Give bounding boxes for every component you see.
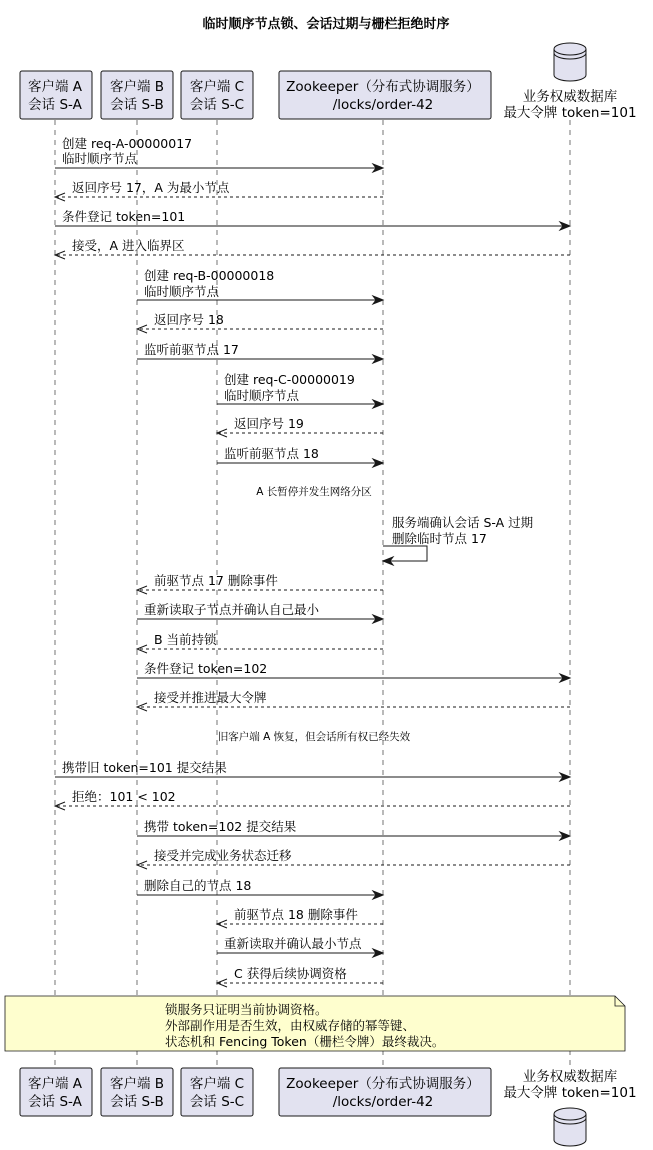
message-label: 创建 req-A-00000017 bbox=[62, 136, 193, 151]
participant-c-bottom bbox=[181, 1068, 253, 1116]
events bbox=[55, 136, 570, 987]
message-label: 接受并完成业务状态迁移 bbox=[154, 848, 292, 863]
database-icon bbox=[554, 1108, 586, 1146]
message-b-to-zk bbox=[137, 878, 383, 899]
participant-label: 客户端 A bbox=[27, 1076, 83, 1092]
participant-label: 最大令牌 token=101 bbox=[503, 1085, 637, 1101]
participant-label: 会话 S-A bbox=[28, 1094, 82, 1110]
message-label: 监听前驱节点 18 bbox=[224, 446, 319, 461]
message-zk-to-c bbox=[217, 907, 383, 928]
participant-label: 客户端 A bbox=[27, 79, 83, 95]
message-zk-to-a bbox=[55, 180, 383, 201]
participant-label: 客户端 C bbox=[189, 1076, 245, 1092]
message-label: 携带旧 token=101 提交结果 bbox=[62, 760, 227, 775]
message-zk-to-c bbox=[217, 966, 383, 987]
message-label: 前驱节点 17 删除事件 bbox=[154, 573, 278, 588]
participant-label: /locks/order-42 bbox=[332, 1094, 434, 1110]
participant-a-top bbox=[20, 71, 92, 119]
message-db-to-b bbox=[137, 690, 570, 711]
message-label: 返回序号 17，A 为最小节点 bbox=[72, 180, 230, 195]
participants-bottom bbox=[20, 1068, 637, 1146]
participant-label: /locks/order-42 bbox=[332, 97, 434, 113]
participant-label: 最大令牌 token=101 bbox=[503, 105, 637, 121]
participants-top bbox=[20, 43, 637, 121]
participant-label: 客户端 C bbox=[189, 79, 245, 95]
message-c-to-zk bbox=[217, 446, 383, 467]
message-b-to-zk bbox=[137, 602, 383, 623]
message-db-to-b bbox=[137, 848, 570, 869]
participant-label: 业务权威数据库 bbox=[522, 89, 618, 105]
message-label: 携带 token=102 提交结果 bbox=[144, 819, 297, 834]
message-label: 接受并推进最大令牌 bbox=[154, 690, 267, 705]
participant-label: 客户端 B bbox=[109, 1076, 165, 1092]
message-label: 重新读取子节点并确认自己最小 bbox=[144, 602, 320, 617]
message-label: 创建 req-C-00000019 bbox=[224, 372, 355, 387]
participant-label: 会话 S-B bbox=[110, 1094, 164, 1110]
message-db-to-a bbox=[55, 789, 570, 810]
message-label: 重新读取并确认最小节点 bbox=[224, 936, 362, 951]
participant-b-bottom bbox=[101, 1068, 173, 1116]
note-line: 锁服务只证明当前协调资格。 bbox=[165, 1002, 328, 1017]
message-label: 条件登记 token=101 bbox=[62, 209, 186, 224]
participant-a-bottom bbox=[20, 1068, 92, 1116]
participant-label: 会话 S-B bbox=[110, 97, 164, 113]
note-line: 外部副作用是否生效，由权威存储的幂等键、 bbox=[165, 1018, 416, 1033]
diagram-title: 临时顺序节点锁、会话过期与栅栏拒绝时序 bbox=[202, 17, 450, 32]
message-label: 删除临时节点 17 bbox=[392, 531, 487, 546]
message-a-to-zk bbox=[55, 136, 383, 172]
message-label: 临时顺序节点 bbox=[144, 284, 220, 299]
self-message-zk bbox=[383, 515, 534, 565]
divider-label: A 长暂停并发生网络分区 bbox=[256, 486, 372, 498]
divider-label: 旧客户端 A 恢复，但会话所有权已经失效 bbox=[217, 731, 411, 743]
message-label: 监听前驱节点 17 bbox=[144, 342, 239, 357]
note bbox=[5, 996, 625, 1051]
message-label: 删除自己的节点 18 bbox=[144, 878, 252, 893]
participant-zk-bottom bbox=[279, 1068, 491, 1116]
participant-label: 会话 S-C bbox=[189, 97, 245, 113]
message-zk-to-b bbox=[137, 632, 383, 653]
message-zk-to-c bbox=[217, 416, 383, 437]
message-label: B 当前持锁 bbox=[154, 632, 217, 647]
message-zk-to-b bbox=[137, 573, 383, 594]
participant-db-top bbox=[503, 43, 636, 121]
participant-db-bottom bbox=[503, 1068, 636, 1146]
message-label: 拒绝：101 < 102 bbox=[72, 789, 176, 804]
message-label: 临时顺序节点 bbox=[62, 151, 138, 166]
message-label: 条件登记 token=102 bbox=[144, 661, 268, 676]
message-c-to-zk bbox=[217, 372, 383, 408]
participant-label: Zookeeper（分布式协调服务） bbox=[286, 1076, 480, 1092]
message-db-to-a bbox=[55, 238, 570, 259]
message-a-to-db bbox=[55, 760, 570, 781]
message-zk-to-b bbox=[137, 312, 383, 333]
message-label: 创建 req-B-00000018 bbox=[144, 268, 275, 283]
message-a-to-db bbox=[55, 209, 570, 230]
message-label: C 获得后续协调资格 bbox=[234, 966, 347, 981]
message-label: 服务端确认会话 S-A 过期 bbox=[392, 515, 534, 530]
message-b-to-db bbox=[137, 661, 570, 682]
message-label: 临时顺序节点 bbox=[224, 388, 300, 403]
message-b-to-zk bbox=[137, 268, 383, 304]
message-b-to-db bbox=[137, 819, 570, 840]
note-line: 状态机和 Fencing Token（栅栏令牌）最终裁决。 bbox=[165, 1034, 445, 1049]
participant-label: 客户端 B bbox=[109, 79, 165, 95]
database-icon bbox=[554, 43, 586, 81]
message-c-to-zk bbox=[217, 936, 383, 957]
message-b-to-zk bbox=[137, 342, 383, 363]
participant-label: 会话 S-A bbox=[28, 97, 82, 113]
delay-divider bbox=[256, 485, 372, 498]
message-label: 接受，A 进入临界区 bbox=[72, 238, 185, 253]
message-label: 返回序号 19 bbox=[234, 416, 304, 431]
participant-label: 业务权威数据库 bbox=[522, 1069, 618, 1085]
participant-zk-top bbox=[279, 71, 491, 119]
message-label: 前驱节点 18 删除事件 bbox=[234, 907, 358, 922]
participant-label: 会话 S-C bbox=[189, 1094, 245, 1110]
participant-c-top bbox=[181, 71, 253, 119]
participant-label: Zookeeper（分布式协调服务） bbox=[286, 79, 480, 95]
lifelines bbox=[55, 120, 570, 1065]
message-label: 返回序号 18 bbox=[154, 312, 224, 327]
delay-divider bbox=[218, 730, 411, 743]
participant-b-top bbox=[101, 71, 173, 119]
